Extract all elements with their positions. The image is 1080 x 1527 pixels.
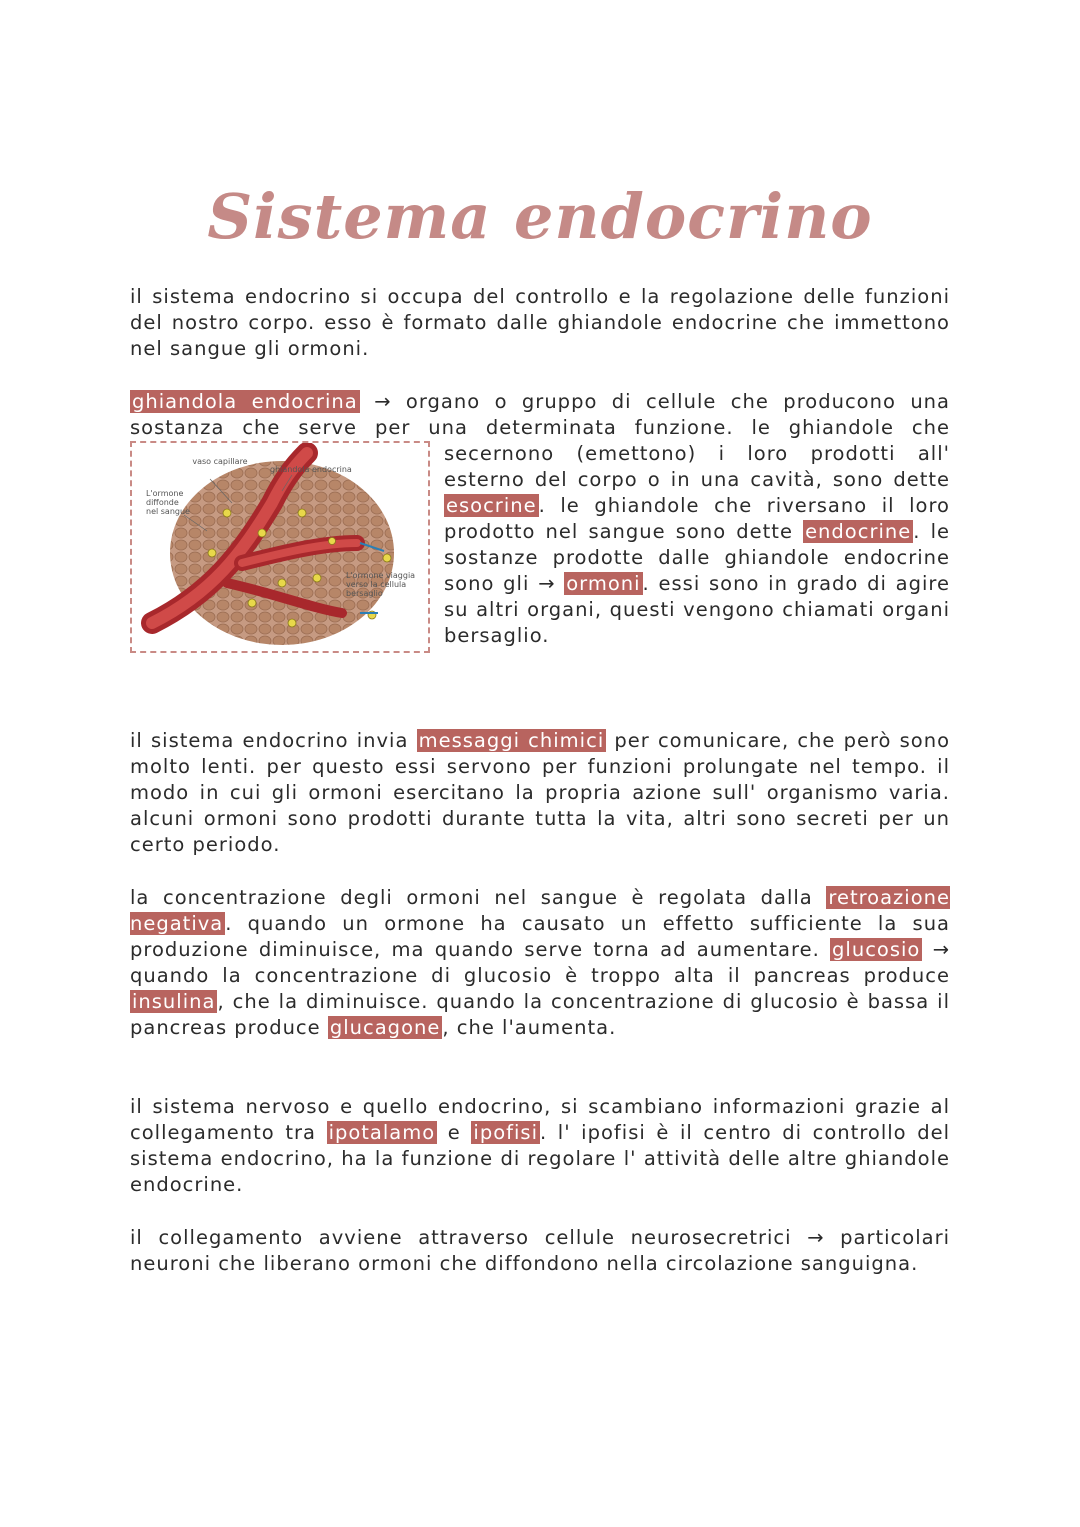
gland-figure-block bbox=[130, 389, 950, 653]
p3-text-2: per comunicare, che però sono molto lenti. per questo essi servono per funzioni prolungate nel tempo. il modo in cui gli ormoni esercitano la propria azione sull' organismo varia. alcuni ormoni sono prodotti durante tutta la vita, altri sono secreti per un certo periodo. bbox=[130, 729, 950, 856]
neurosecretory-paragraph: il collegamento avviene attraverso cellule neurosecretrici → particolari neuroni che liberano ormoni che diffondono nella circolazione sanguigna. bbox=[130, 1226, 950, 1275]
highlight-ghiandola-endocrina: ghiandola endocrina bbox=[132, 390, 358, 413]
highlight-ipotalamo: ipotalamo bbox=[328, 1121, 436, 1144]
p5-text-1: il sistema nervoso e quello endocrino, si scambiano informazioni grazie al collegamento tra bbox=[130, 1095, 950, 1144]
highlight-glucagone: glucagone bbox=[329, 1016, 441, 1039]
highlight-glucosio: glucosio bbox=[832, 938, 921, 961]
highlight-esocrine: esocrine bbox=[446, 494, 537, 517]
highlight-ipofisi: ipofisi bbox=[473, 1121, 538, 1144]
endocrine-gland-figure bbox=[130, 441, 430, 653]
p4-text-1: la concentrazione degli ormoni nel sangue è regolata dalla bbox=[130, 886, 827, 909]
feedback-paragraph bbox=[130, 885, 950, 1041]
p4-text-4: , che la diminuisce. quando la concentrazione di glucosio è bassa il pancreas produce bbox=[130, 990, 950, 1039]
gland-text-5: . essi sono in grado di agire su altri organi, questi vengono chiamati organi bersaglio. bbox=[444, 572, 951, 647]
gland-text-4: . le sostanze prodotte dalle ghiandole endocrine sono gli → bbox=[444, 520, 950, 595]
label-ghiandola-endocrina: ghiandola endocrina bbox=[270, 465, 352, 474]
gland-text-1: → organo o gruppo di cellule che producono una sostanza che serve per una determinata funzione. le ghiandole che secernono (emettono) i loro prodotti all' esterno del corpo o in una cavità, sono dette bbox=[130, 390, 950, 491]
highlight-retroazione-negativa: retroazione negativa bbox=[130, 886, 950, 935]
endocrine-gland-illustration bbox=[132, 443, 428, 651]
p4-text-3: → quando la concentrazione di glucosio è troppo alta il pancreas produce bbox=[130, 938, 950, 987]
p4-text-5: , che l'aumenta. bbox=[442, 1016, 617, 1039]
label-vaso-capillare: vaso capillare bbox=[192, 457, 248, 466]
intro-paragraph: il sistema endocrino si occupa del controllo e la regolazione delle funzioni del nostro corpo. esso è formato dalle ghiandole endocrine che immettono nel sangue gli ormoni. bbox=[130, 285, 950, 360]
gland-text-3: . le ghiandole che riversano il loro prodotto nel sangue sono dette bbox=[444, 494, 950, 543]
p4-text-2: . quando un ormone ha causato un effetto sufficiente la sua produzione diminuisce, ma quando serve torna ad aumentare. bbox=[130, 912, 950, 961]
label-ormone-viaggia: L'ormone viaggia verso la cellula bersaglio bbox=[346, 571, 416, 598]
page-title: Sistema endocrino bbox=[207, 180, 873, 253]
label-ormone-diffonde: L'ormone diffonde nel sangue bbox=[146, 489, 190, 516]
chemical-messages-paragraph bbox=[130, 728, 950, 858]
highlight-insulina: insulina bbox=[132, 990, 216, 1013]
highlight-ormoni: ormoni bbox=[566, 572, 641, 595]
highlight-endocrine: endocrine bbox=[805, 520, 912, 543]
highlight-messaggi-chimici: messaggi chimici bbox=[418, 729, 605, 752]
nervous-endocrine-paragraph bbox=[130, 1094, 950, 1198]
p3-text-1: il sistema endocrino invia bbox=[130, 729, 417, 752]
p5-text-3: . l' ipofisi è il centro di controllo del sistema endocrino, ha la funzione di regolare l' attività delle altre ghiandole endocrine. bbox=[130, 1121, 950, 1196]
p5-text-2: e bbox=[437, 1121, 472, 1144]
